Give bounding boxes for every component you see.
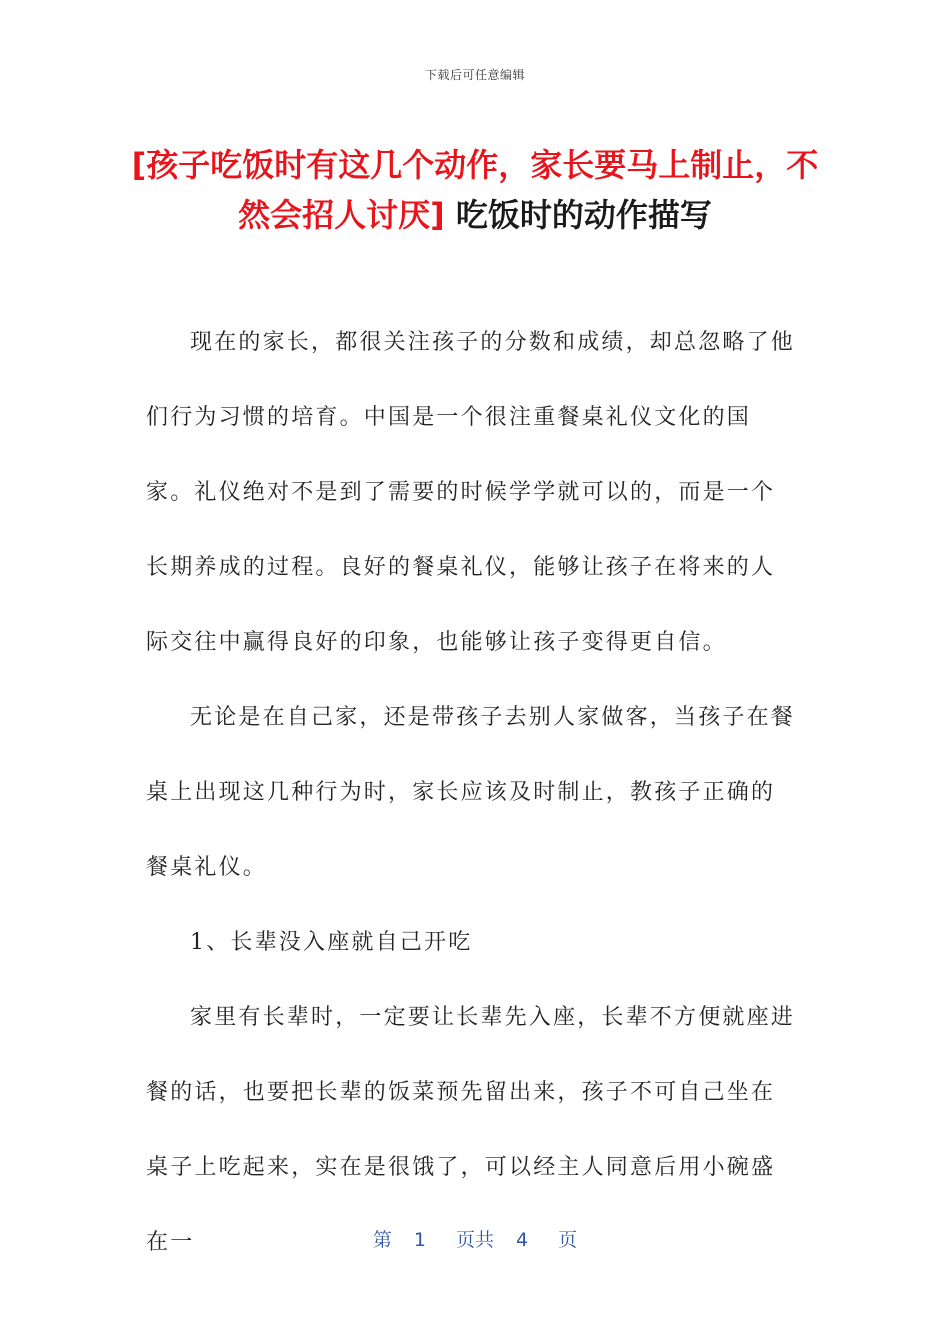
page-number-footer <box>0 1225 950 1252</box>
paragraph: 家里有长辈时，一定要让长辈先入座，长辈不方便就座进餐的话，也要把长辈的饭菜预先留出来，孩子不可自己坐在桌子上吃起来，实在是很饿了，可以经主人同意后用小碗盛在一 <box>146 1005 796 1255</box>
paragraph: 无论是在自己家，还是带孩子去别人家做客，当孩子在餐桌上出现这几种行为时，家长应该及时制止，教孩子正确的餐桌礼仪。 <box>146 705 796 880</box>
header-note: 下载后可任意编辑 <box>424 68 525 82</box>
current-page-number: 1 <box>413 1229 426 1251</box>
footer-prefix: 第 <box>372 1229 392 1251</box>
title-red-part: [孩子吃饭时有这几个动作，家长要马上制止，不然会招人讨厌] <box>131 146 819 234</box>
paragraph: 现在的家长，都很关注孩子的分数和成绩，却总忽略了他们行为习惯的培育。中国是一个很注重餐桌礼仪文化的国家。礼仪绝对不是到了需要的时候学学就可以的，而是一个长期养成的过程。良好的餐桌礼仪，能够让孩子在将来的人际交往中赢得良好的印象，也能够让孩子变得更自信。 <box>146 330 796 655</box>
document-body <box>146 305 796 1280</box>
footer-suffix: 页 <box>558 1229 578 1251</box>
document-title <box>120 140 830 240</box>
total-page-count: 4 <box>516 1229 529 1251</box>
footer-middle: 页共 <box>455 1229 494 1251</box>
title-black-part: 吃饭时的动作描写 <box>444 196 712 234</box>
section-heading: 1、长辈没入座就自己开吃 <box>190 930 473 955</box>
